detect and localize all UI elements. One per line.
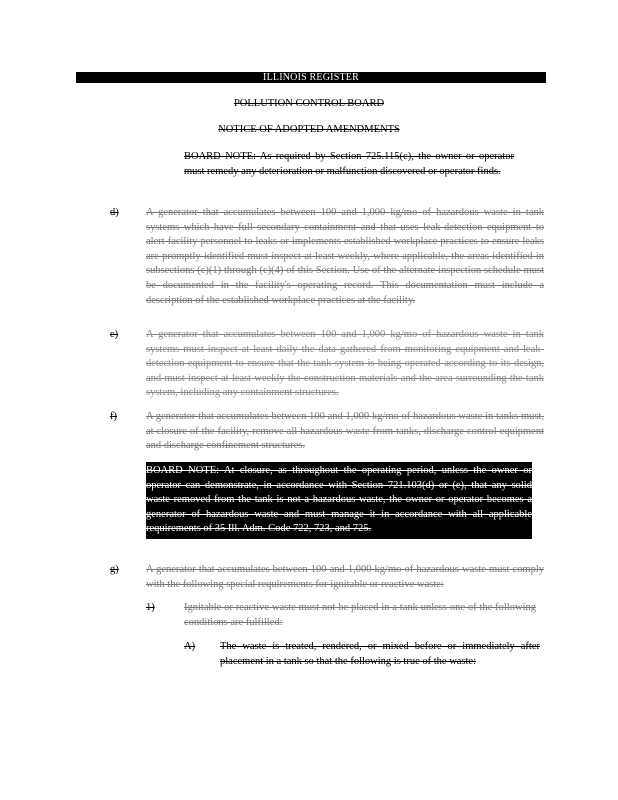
section-e-label: e) xyxy=(110,329,119,340)
notice-title: NOTICE OF ADOPTED AMENDMENTS xyxy=(218,124,400,135)
section-g-label: g) xyxy=(110,564,119,575)
section-f-label: f) xyxy=(110,411,117,422)
item-1-label: 1) xyxy=(146,602,155,613)
board-note-box xyxy=(146,462,532,539)
section-d-text: A generator that accumulates between 100 and 1,000 kg/mo of hazardous waste in tank systems which have full secondary containment and that uses leak-detection equipment to alert facility personnel to leaks or implements established workplace practices to ensure leaks are promptly identified must inspect at least weekly, where applicable, the areas identified in subsections (c)(1) through (c)(4) of this Section. Use of the alternate inspection schedule must be documented in the facility's operating record. This documentation must include a description of the established workplace practices at the facility. xyxy=(146,207,544,306)
section-f-text: A generator that accumulates between 100 and 1,000 kg/mo of hazardous waste in tanks must, at closure of the facility, remove all hazardous waste from tanks, discharge control equipment and discharge confinement structures. xyxy=(146,411,544,452)
register-title: ILLINOIS REGISTER xyxy=(263,72,359,83)
board-note-text: BOARD NOTE: At closure, as throughout the operating period, unless the owner or operator can demonstrate, in accordance with Section 721.103(d) or (e), that any solid waste removed from the tank is not a hazardous waste, the owner or operator becomes a generator of hazardous waste and must manage it in accordance with all applicable requirements of 35 Ill. Adm. Code 722, 723, and 725. xyxy=(146,465,532,535)
register-header-bar xyxy=(76,72,546,83)
item-1-text: Ignitable or reactive waste must not be placed in a tank unless one of the following conditions are fulfilled: xyxy=(184,602,536,628)
intro-paragraph: BOARD NOTE: As required by Section 725.115(c), the owner or operator must remedy any deterioration or malfunction discovered or operator finds. xyxy=(184,151,514,177)
board-title: POLLUTION CONTROL BOARD xyxy=(233,98,385,109)
section-d-label: d) xyxy=(110,207,119,218)
section-g-text: A generator that accumulates between 100 and 1,000 kg/mo of hazardous waste must comply with the following special requirements for ignitable or reactive waste: xyxy=(146,564,544,590)
section-e-text: A generator that accumulates between 100 and 1,000 kg/mo of hazardous waste in tank systems must inspect at least daily the data gathered from monitoring equipment and leak-detection equipment to ensure that the tank system is being operated according to its design, and must inspect at least weekly the construction materials and the area surrounding the tank system, including any containment structures. xyxy=(146,329,544,399)
subitem-a-text: The waste is treated, rendered, or mixed before or immediately after placement in a tank so that the following is true of the waste: xyxy=(220,641,540,667)
subitem-a-label: A) xyxy=(184,641,196,652)
